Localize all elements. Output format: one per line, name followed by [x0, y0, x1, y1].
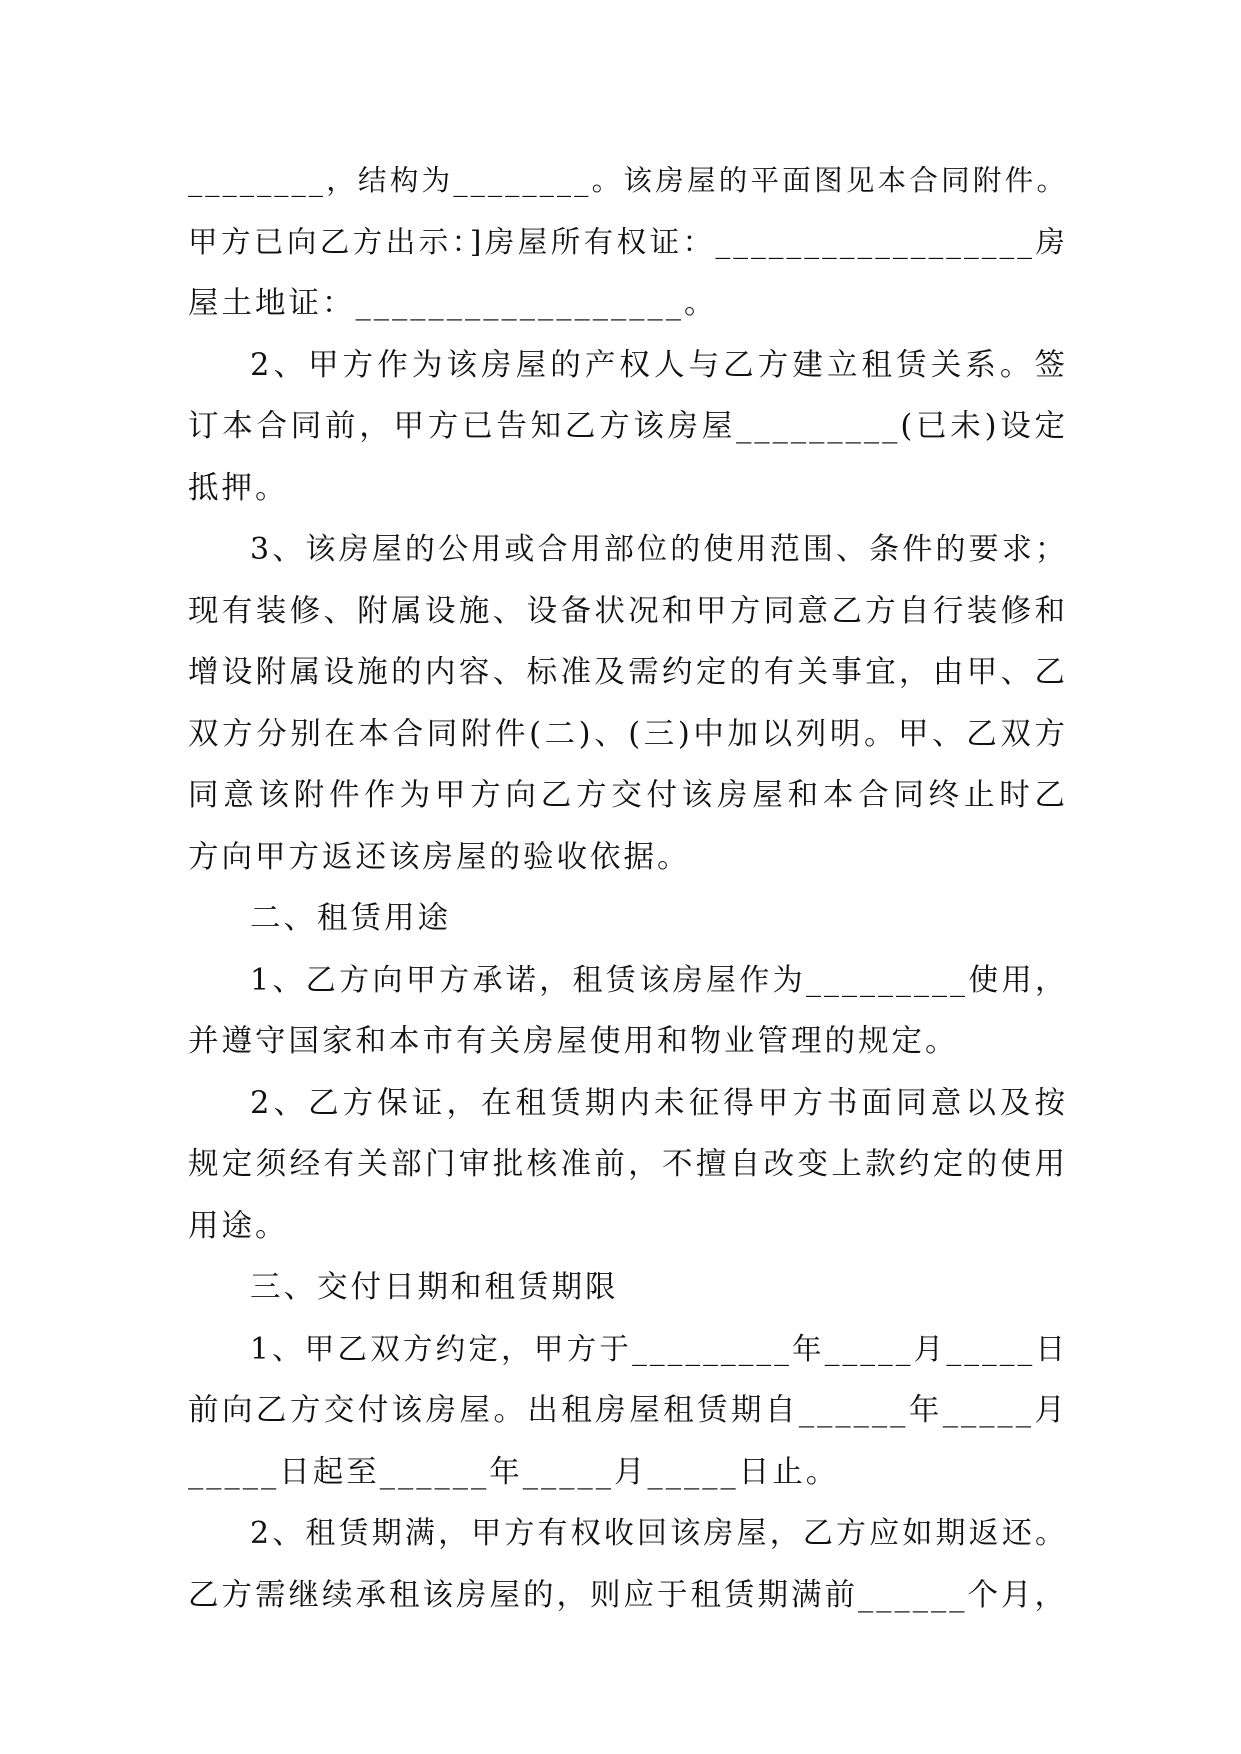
body-line: ________，结构为________。该房屋的平面图见本合同附件。: [188, 164, 1068, 197]
body-line: 前向乙方交付该房屋。出租房屋租赁期自______年_____月: [188, 1393, 1068, 1428]
body-line: 订本合同前，甲方已告知乙方该房屋_________(已未)设定: [188, 409, 1068, 444]
body-line: 双方分别在本合同附件(二)、(三)中加以列明。甲、乙双方: [188, 716, 1068, 752]
body-line: 屋土地证：__________________。: [188, 286, 718, 321]
body-line: 现有装修、附属设施、设备状况和甲方同意乙方自行装修和: [188, 593, 1068, 629]
body-line: 抵押。: [188, 470, 289, 506]
body-line: 3、该房屋的公用或合用部位的使用范围、条件的要求；: [250, 532, 1068, 567]
section-heading: 三、交付日期和租赁期限: [250, 1270, 619, 1305]
body-line: 增设附属设施的内容、标准及需约定的有关事宜，由甲、乙: [188, 655, 1068, 690]
body-line: 乙方需继续承租该房屋的，则应于租赁期满前______个月，: [188, 1577, 1068, 1613]
body-line: 并遵守国家和本市有关房屋使用和物业管理的规定。: [188, 1024, 959, 1059]
body-line: 1、甲乙双方约定，甲方于_________年_____月_____日: [250, 1331, 1068, 1366]
body-line: 2、租赁期满，甲方有权收回该房屋，乙方应如期返还。: [250, 1516, 1068, 1551]
body-line: _____日起至______年_____月_____日止。: [188, 1454, 840, 1490]
body-line: 2、乙方保证，在租赁期内未征得甲方书面同意以及按: [250, 1085, 1068, 1121]
body-line: 同意该附件作为甲方向乙方交付该房屋和本合同终止时乙: [188, 778, 1068, 813]
body-line: 甲方已向乙方出示：]房屋所有权证：__________________房: [188, 224, 1068, 259]
body-line: 方向甲方返还该房屋的验收依据。: [188, 839, 691, 875]
body-line: 2、甲方作为该房屋的产权人与乙方建立租赁关系。签: [250, 347, 1068, 383]
body-line: 用途。: [188, 1208, 289, 1244]
section-heading: 二、租赁用途: [250, 901, 451, 936]
document-body: [188, 150, 1068, 1626]
body-line: 规定须经有关部门审批核准前，不擅自改变上款约定的使用: [188, 1147, 1068, 1182]
body-line: 1、乙方向甲方承诺，租赁该房屋作为_________使用，: [250, 962, 1068, 998]
